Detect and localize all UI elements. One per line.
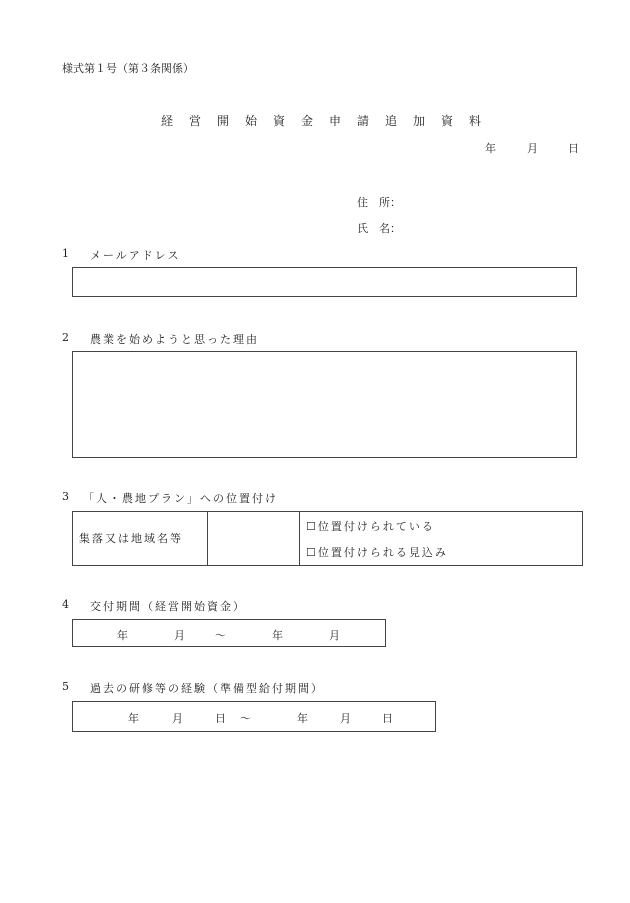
training-start-year-label: 年 [128, 712, 139, 725]
name-label: 氏 名： [357, 222, 401, 235]
option-positioned-checkbox[interactable]: ☐位置付けられている [306, 520, 435, 533]
training-period-field[interactable] [72, 701, 436, 732]
section-5-number: 5 [62, 680, 69, 693]
form-number-label: 様式第１号（第３条関係） [62, 62, 194, 75]
training-end-year-label: 年 [297, 712, 308, 725]
training-end-day-label: 日 [382, 712, 393, 725]
period-start-year-label: 年 [117, 629, 128, 642]
section-4-number: 4 [62, 598, 69, 611]
section-2-number: 2 [62, 331, 69, 344]
period-end-month-label: 月 [329, 629, 340, 642]
section-5-heading: 過去の研修等の経験（準備型給付期間） [90, 682, 324, 695]
table-divider [207, 512, 208, 565]
area-name-label: 集落又は地域名等 [79, 532, 183, 545]
training-start-day-label: 日 [215, 712, 226, 725]
reason-textarea[interactable] [72, 351, 577, 458]
section-3-number: 3 [62, 490, 69, 503]
section-1-number: 1 [62, 247, 69, 260]
address-label: 住 所： [357, 196, 401, 209]
section-3-heading: 「人・農地プラン」への位置付け [83, 492, 278, 505]
option-expected-checkbox[interactable]: ☐位置付けられる見込み [306, 546, 448, 559]
section-4-heading: 交付期間（経営開始資金） [90, 600, 246, 613]
section-1-heading: メールアドレス [90, 249, 181, 262]
training-start-month-label: 月 [172, 712, 183, 725]
document-title: 経営開始資金申請追加資料 [161, 114, 498, 128]
plan-table [72, 511, 583, 566]
email-field[interactable] [72, 267, 577, 297]
date-day-label: 日 [568, 142, 579, 155]
period-start-month-label: 月 [174, 629, 185, 642]
training-tilde: ～ [240, 712, 251, 725]
period-end-year-label: 年 [272, 629, 283, 642]
period-tilde: ～ [215, 629, 226, 642]
date-year-label: 年 [485, 142, 496, 155]
grant-period-field[interactable] [72, 619, 386, 647]
date-month-label: 月 [527, 142, 538, 155]
section-2-heading: 農業を始めようと思った理由 [90, 333, 259, 346]
training-end-month-label: 月 [340, 712, 351, 725]
table-divider [299, 512, 300, 565]
